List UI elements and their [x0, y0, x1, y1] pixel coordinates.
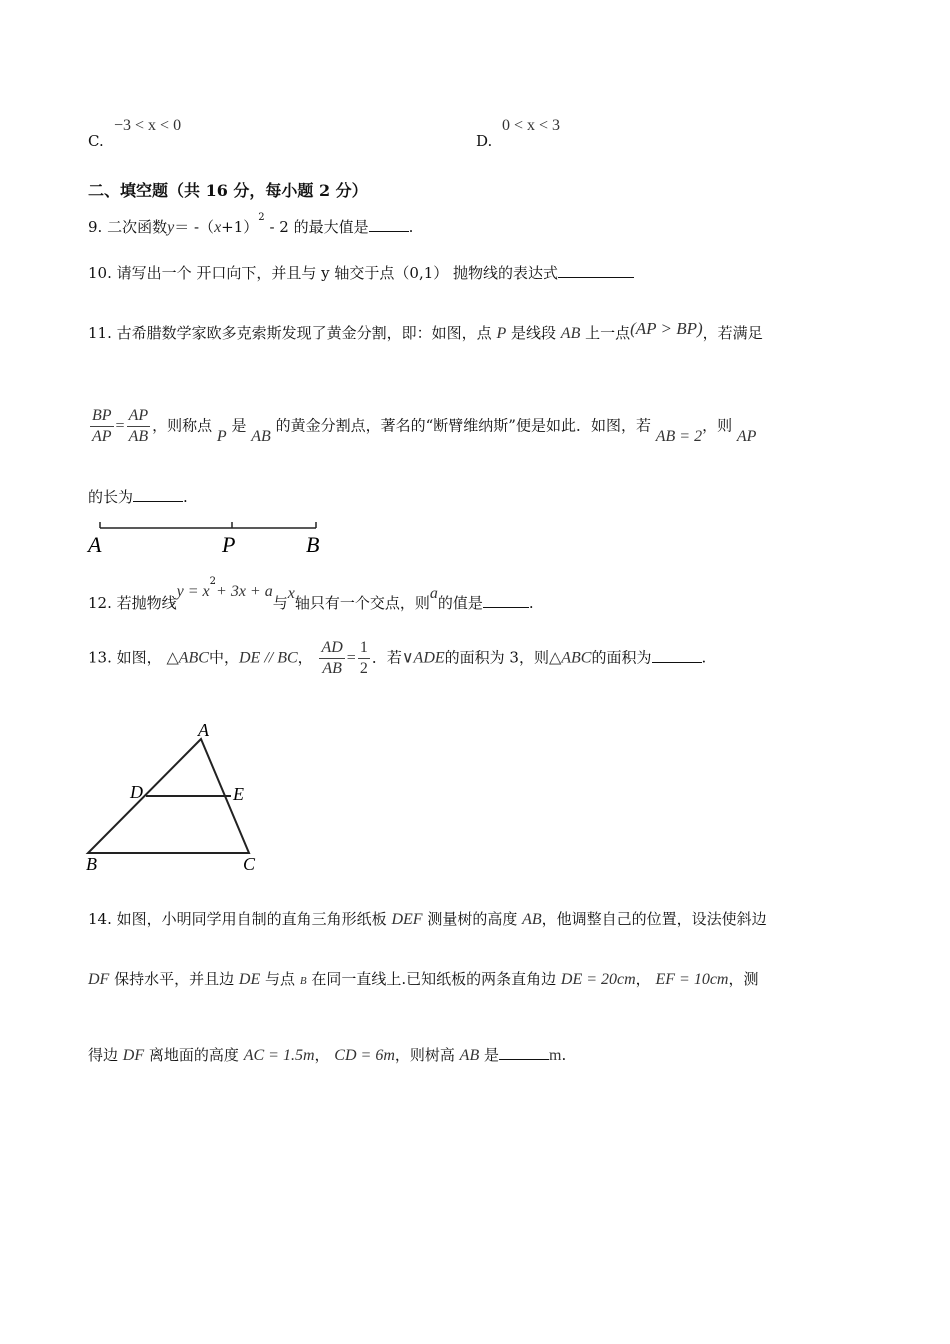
q14-unit: m — [549, 1047, 562, 1064]
q11-text-6: 是 — [231, 416, 247, 435]
q11-text-2: 是线段 — [511, 324, 557, 342]
section-title: 二、填空题（共 16 分，每小题 2 分） — [88, 181, 368, 200]
q13-triangle-abc: △ABC — [166, 649, 209, 667]
q10-text: 请写出一个 开口向下，并且与 y 轴交于点（0,1） 抛物线的表达式 — [116, 264, 559, 282]
q13-fraction-half — [358, 638, 370, 679]
q14-text-10: 离地面的高度 — [148, 1046, 239, 1064]
q11-frac1-denominator: AP — [92, 428, 112, 445]
q14-ac-value: AC = 1.5m — [243, 1047, 315, 1064]
question-13 — [88, 638, 706, 679]
q14-de-value: DE = 20cm — [560, 971, 636, 988]
q12-exponent: 2 — [209, 576, 217, 587]
question-11-line-1 — [88, 319, 763, 343]
question-14-line-1 — [88, 908, 767, 929]
q11-text-5: ，则称点 — [152, 416, 213, 435]
q13-fig-label-b: B — [86, 854, 97, 874]
q12-text-4: 的值是 — [437, 594, 483, 612]
q11-frac2-denominator: AB — [128, 428, 149, 445]
q13-equals: = — [346, 649, 356, 667]
q12-expr-b: + 3x + a — [216, 583, 273, 600]
q11-text-3: 上一点 — [585, 324, 631, 342]
q13-frac-denominator: AB — [322, 660, 342, 677]
q14-text-3: ，他调整自己的位置，设法使斜边 — [541, 910, 767, 928]
q10-number: 10. — [88, 264, 112, 282]
q9-end: . — [408, 218, 414, 236]
q14-ab: AB — [522, 911, 542, 928]
q12-end: . — [528, 594, 534, 612]
q12-number: 12. — [88, 594, 112, 612]
q11-fig-label-a: A — [88, 532, 102, 557]
q14-text-9: 得边 — [88, 1046, 119, 1064]
q13-fraction-ad-ab — [319, 638, 344, 679]
q12-text-3: 轴只有一个交点，则 — [294, 594, 430, 612]
q11-text-4: ，若满足 — [702, 324, 763, 342]
q12-text-1: 若抛物线 — [116, 594, 177, 612]
q9-number: 9. — [88, 218, 103, 236]
q11-condition: (AP > BP) — [630, 319, 703, 338]
q14-def: DEF — [391, 911, 423, 928]
q10-answer-blank[interactable] — [558, 265, 634, 278]
q14-answer-blank[interactable] — [499, 1047, 549, 1060]
question-14-line-2 — [88, 968, 758, 989]
q14-end: . — [561, 1046, 567, 1064]
q11-answer-blank[interactable] — [133, 489, 183, 502]
q14-text-5: 与点 — [265, 970, 296, 988]
q9-exponent: 2 — [258, 212, 265, 223]
question-14-line-3 — [88, 1044, 566, 1065]
q11-ap: AP — [736, 427, 757, 445]
q13-text-2: 中， — [208, 648, 239, 667]
q13-text-5: 的面积为 3，则 — [444, 648, 549, 667]
q11-fig-label-p: P — [222, 532, 236, 557]
question-11-line-2 — [88, 406, 756, 447]
q9-x: x — [214, 219, 222, 236]
q11-frac1-numerator: BP — [90, 406, 114, 427]
q14-de: DE — [238, 971, 261, 988]
q12-expr-a: y = x — [176, 583, 210, 600]
question-10 — [88, 262, 634, 283]
q9-post: - 2 的最大值是 — [269, 218, 369, 236]
q11-equals: = — [115, 417, 125, 435]
q13-half-denominator: 2 — [359, 660, 368, 677]
q12-x: x — [287, 585, 295, 602]
q13-number: 13. — [88, 648, 112, 667]
q14-df: DF — [88, 971, 110, 988]
q13-fig-label-c: C — [243, 854, 256, 874]
q11-text-7: 的黄金分割点，著名的“断臂维纳斯”便是如此．如图，若 — [275, 416, 651, 435]
q14-text-11: ， — [314, 1046, 330, 1064]
q11-segment-ab-2: AB — [251, 427, 271, 445]
q13-frac-numerator: AD — [319, 638, 344, 659]
q11-frac2-numerator: AP — [127, 406, 151, 427]
q13-fig-label-a: A — [198, 720, 209, 740]
q11-number: 11. — [88, 324, 112, 342]
q13-fig-label-e: E — [233, 784, 244, 804]
q9-answer-blank[interactable] — [369, 219, 409, 232]
q9-y: y — [167, 219, 175, 236]
q9-plus: +1） — [221, 218, 259, 236]
question-9 — [88, 212, 414, 237]
q13-text-3: ， — [297, 648, 313, 667]
q11-fraction-bp-ap — [90, 406, 114, 447]
q12-expression — [176, 576, 273, 600]
q13-text-1: 如图， — [116, 648, 162, 667]
q12-a: a — [429, 585, 438, 602]
q14-cd-value: CD = 6m — [334, 1047, 395, 1064]
q14-text-2: 测量树的高度 — [427, 910, 518, 928]
q14-text-6: 在同一直线上.已知纸板的两条直角边 — [311, 970, 557, 988]
option-d-math: 0 < x < 3 — [502, 117, 561, 134]
q9-pre: 二次函数 — [107, 218, 168, 236]
q11-text-1: 古希腊数学家欧多克索斯发现了黄金分割，即：如图，点 — [116, 324, 492, 342]
q14-ef-value: EF = 10cm — [655, 971, 729, 988]
q14-ab-2: AB — [459, 1047, 480, 1064]
q13-end: . — [701, 648, 707, 667]
q11-ab-equals-2: AB = 2 — [655, 427, 703, 445]
q14-text-12: ，则树高 — [394, 1046, 455, 1064]
q11-point-p: P — [496, 325, 507, 342]
q13-fig-label-d: D — [130, 782, 143, 802]
q14-text-13: 是 — [484, 1046, 500, 1064]
q13-triangle-abc-2: △ABC — [548, 649, 592, 667]
q13-half-numerator: 1 — [358, 638, 370, 659]
q11-end: . — [183, 488, 188, 506]
q11-segment-figure — [84, 514, 334, 560]
option-c-math: −3 < x < 0 — [114, 117, 182, 134]
question-11-line-3 — [88, 486, 188, 507]
question-12 — [88, 576, 534, 613]
q12-text-2: 与 — [272, 594, 288, 612]
q13-answer-blank[interactable] — [652, 650, 702, 663]
q14-point-b: B — [299, 975, 307, 987]
q11-text-8: ，则 — [702, 416, 733, 435]
q11-fig-label-b: B — [306, 532, 320, 557]
option-d-label: D. — [476, 132, 493, 150]
q13-parallel: DE // BC — [238, 649, 298, 667]
q13-text-6: 的面积为 — [591, 648, 652, 667]
q11-point-p-2: P — [216, 427, 227, 445]
q14-text-1: 如图，小明同学用自制的直角三角形纸板 — [116, 910, 387, 928]
q11-fraction-ap-ab — [127, 406, 151, 447]
q14-df-2: DF — [122, 1047, 145, 1064]
q11-text-9: 的长为 — [88, 488, 134, 506]
option-c-label: C. — [88, 132, 104, 150]
q14-number: 14. — [88, 910, 112, 928]
q14-text-8: ，测 — [728, 970, 759, 988]
q9-eq: ＝ -（ — [174, 218, 215, 236]
q13-triangle-ade: ∨ADE — [401, 649, 445, 667]
q14-text-4: 保持水平，并且边 — [114, 970, 235, 988]
q13-triangle-figure — [80, 716, 270, 876]
q13-text-4: ．若 — [371, 648, 402, 667]
q14-text-7: ， — [635, 970, 651, 988]
q12-answer-blank[interactable] — [483, 595, 529, 608]
q11-segment-ab: AB — [560, 325, 581, 342]
